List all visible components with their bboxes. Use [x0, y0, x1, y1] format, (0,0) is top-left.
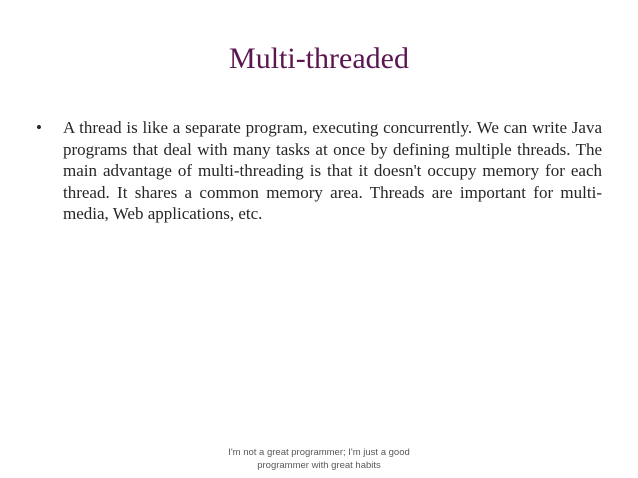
- footer-quote: [200, 446, 438, 472]
- bullet-item: [36, 117, 602, 225]
- footer-line-2: programmer with great habits: [257, 460, 381, 471]
- footer-line-1: I'm not a great programmer; I'm just a good: [228, 447, 410, 458]
- bullet-icon: •: [36, 118, 42, 137]
- slide-title: Multi-threaded: [229, 42, 409, 75]
- bullet-list: [36, 117, 602, 225]
- bullet-text: A thread is like a separate program, executing concurrently. We can write Java programs that deal with many tasks at once by defining multiple threads. The main advantage of multi-threading is that it doesn't occupy memory for each thread. It shares a common memory area. Threads are important for multi-media, Web applications, etc.: [63, 118, 602, 223]
